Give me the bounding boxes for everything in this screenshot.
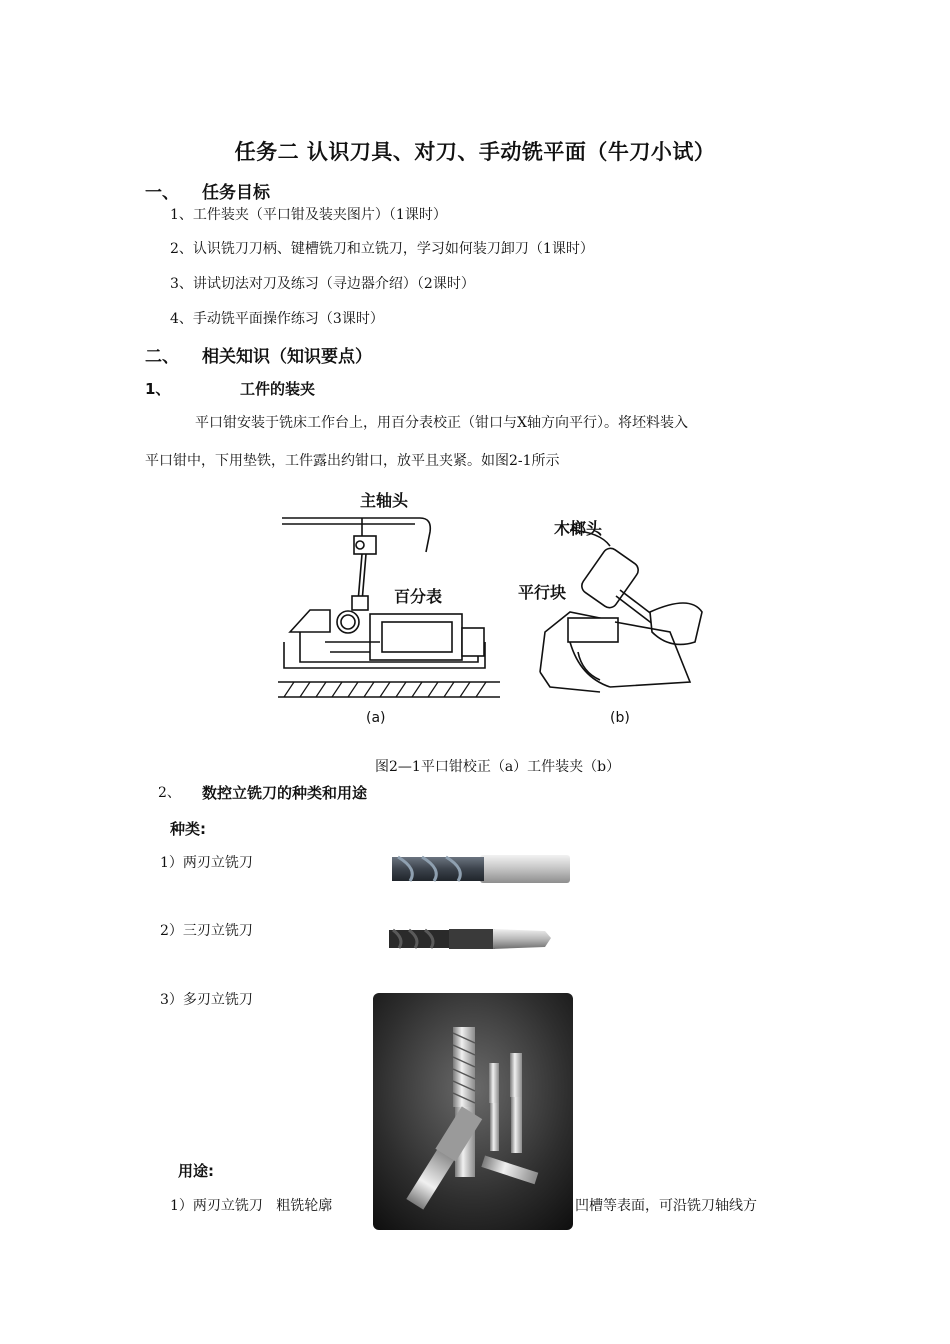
use-1-text-right: 凹槽等表面，可沿铣刀轴线方: [575, 1198, 757, 1214]
label-mallet: 木榔头: [554, 519, 603, 538]
figure-caption: 图2—1平口钳校正（a）工件装夹（b）: [375, 759, 621, 775]
goal-item-3: 3、讲试切法对刀及练习（寻边器介绍）（2课时）: [170, 276, 475, 292]
type-1-label: 1）两刃立铣刀: [160, 855, 253, 871]
label-parallel-block: 平行块: [518, 583, 567, 602]
three-flute-end-mill-image: [385, 922, 557, 954]
section-1-heading: 任务目标: [202, 183, 270, 203]
section-2-number: 二、: [145, 347, 179, 367]
label-dial-indicator: 百分表: [394, 587, 443, 606]
goal-item-1: 1、工件装夹（平口钳及装夹图片）（1课时）: [170, 207, 447, 223]
subsection-2-number: 2、: [158, 785, 181, 801]
types-label: 种类:: [170, 820, 206, 838]
goal-item-2: 2、认识铣刀刀柄、键槽铣刀和立铣刀，学习如何装刀卸刀（1课时）: [170, 241, 594, 257]
multi-flute-end-mill-photo: [373, 993, 573, 1230]
figure-a-drawing: [278, 518, 500, 697]
type-2-label: 2）三刃立铣刀: [160, 923, 253, 939]
paragraph-line-2: 平口钳中，下用垫铁，工件露出约钳口，放平且夹紧。如图2-1所示: [145, 453, 560, 469]
subsection-1-number: 1、: [145, 380, 171, 398]
subsection-1-heading: 工件的装夹: [240, 380, 316, 398]
use-1-text-left: 1）两刃立铣刀 粗铣轮廓: [170, 1198, 333, 1214]
subsection-2-heading: 数控立铣刀的种类和用途: [202, 784, 368, 802]
label-b: (b): [610, 710, 630, 726]
label-a: (a): [366, 710, 386, 726]
uses-label: 用途:: [178, 1162, 214, 1180]
page-title: 任务二 认识刀具、对刀、手动铣平面（牛刀小试）: [234, 140, 716, 164]
section-1-number: 一、: [145, 183, 179, 203]
label-spindle: 主轴头: [360, 491, 409, 510]
type-3-label: 3）多刃立铣刀: [160, 992, 253, 1008]
section-2-heading: 相关知识（知识要点）: [202, 347, 372, 367]
two-flute-end-mill-image: [388, 852, 574, 886]
figure-b-drawing: [540, 530, 702, 692]
vise-setup-figure: [270, 482, 710, 727]
paragraph-line-1: 平口钳安装于铣床工作台上，用百分表校正（钳口与X轴方向平行）。将坯料装入: [195, 415, 688, 431]
goal-item-4: 4、手动铣平面操作练习（3课时）: [170, 311, 384, 327]
